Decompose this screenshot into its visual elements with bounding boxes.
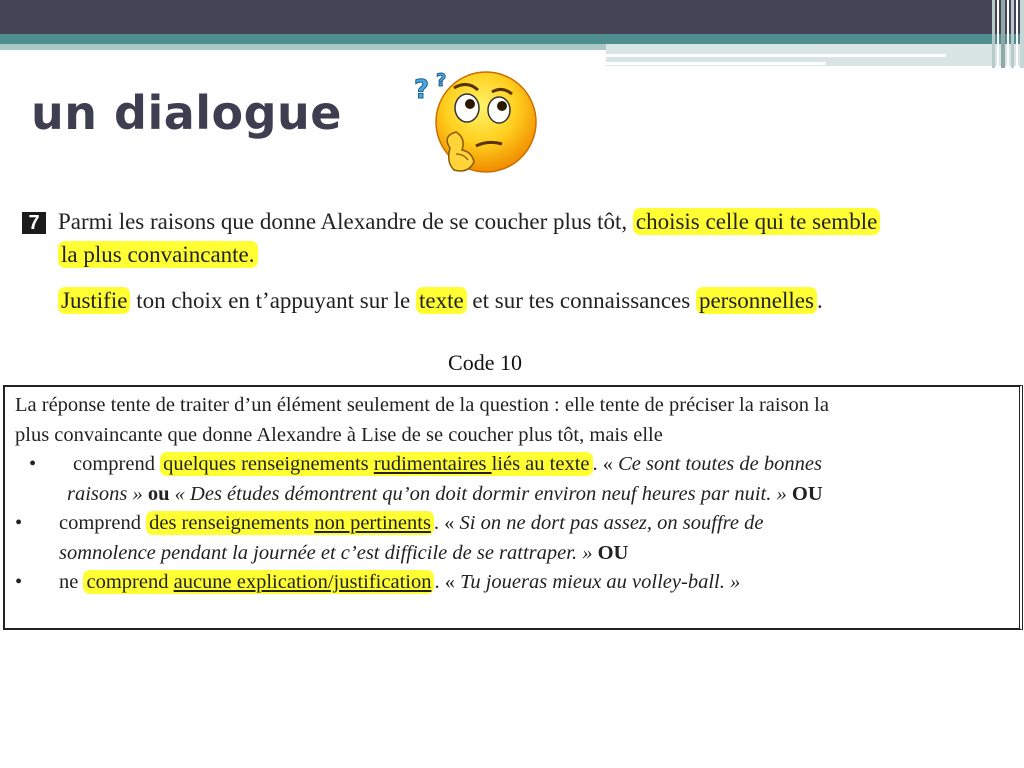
highlight-underlined: rudimentaires — [373, 453, 492, 475]
bullet-text: comprend — [59, 512, 147, 534]
quote: raisons » — [67, 482, 143, 505]
highlight-underlined: non pertinents — [314, 512, 431, 534]
bullet-text: . « — [592, 453, 619, 475]
header-vertical-stripes — [992, 0, 1024, 68]
question-instruction — [58, 284, 1008, 318]
quote: Ce sont toutes de bonnes — [618, 453, 822, 475]
scoring-box — [3, 385, 1023, 630]
bullet-text: . « — [433, 512, 460, 534]
question-text-part: ton choix en t’appuyant sur le — [130, 288, 416, 313]
code-label: Code 10 — [448, 350, 522, 375]
question-text — [58, 205, 1008, 271]
question-text-part: et sur tes connaissances — [466, 288, 696, 313]
or-label: OU — [786, 482, 823, 505]
highlight-text: des renseignements — [149, 512, 315, 534]
header-bar-teal-light — [0, 44, 606, 50]
thinking-smiley-icon — [412, 66, 538, 182]
intro-line: La réponse tente de traiter d’un élément seulement de la question : elle tente de préciser la raison la — [15, 394, 829, 416]
question-text-part: Parmi les raisons que donne Alexandre de se coucher plus tôt, — [58, 209, 633, 234]
question-highlight: personnelles — [696, 287, 817, 314]
question-highlight: la plus convaincante. — [58, 241, 258, 268]
question-text-part: . — [816, 288, 823, 313]
highlight-text: quelques renseignements — [163, 453, 374, 475]
bullet: • — [15, 512, 23, 534]
question-highlight: Justifie — [58, 287, 130, 314]
highlight-text: comprend — [86, 571, 174, 593]
answer-highlight — [83, 570, 434, 594]
bullet: • — [29, 453, 37, 475]
question-number: 7 — [22, 212, 46, 234]
intro-line: plus convaincante que donne Alexandre à Lise de se coucher plus tôt, mais elle — [15, 423, 663, 446]
bullet-text: comprend — [73, 453, 161, 475]
quote: somnolence pendant la journée et c’est difficile de se rattraper. » — [59, 541, 593, 564]
bullet: • — [15, 571, 23, 593]
or-label: OU — [592, 541, 629, 564]
header-line — [606, 54, 946, 57]
or-label: ou — [142, 482, 175, 505]
quote: Si on ne dort pas assez, on souffre de — [459, 512, 764, 534]
scoring-text — [15, 391, 1005, 598]
slide-title: un dialogue — [31, 86, 342, 140]
header-bar-dark — [0, 0, 1024, 34]
answer-highlight — [146, 511, 434, 535]
highlight-underlined: aucune explication/justification — [173, 571, 432, 593]
question-highlight: choisis celle qui te semble — [633, 208, 880, 235]
header-line — [606, 62, 826, 65]
bullet-text: ne — [59, 571, 84, 593]
answer-highlight — [160, 452, 592, 476]
svg-text:?: ? — [436, 70, 447, 91]
quote: « Des études démontrent qu’on doit dormir environ neuf heures par nuit. » — [174, 482, 787, 505]
highlight-text: liés au texte — [491, 453, 590, 475]
bullet-text: . « — [434, 571, 461, 593]
svg-text:?: ? — [414, 75, 430, 105]
quote: Tu joueras mieux au volley-ball. » — [460, 571, 741, 593]
header-bar-teal — [0, 34, 1024, 44]
question-highlight: texte — [416, 287, 467, 314]
